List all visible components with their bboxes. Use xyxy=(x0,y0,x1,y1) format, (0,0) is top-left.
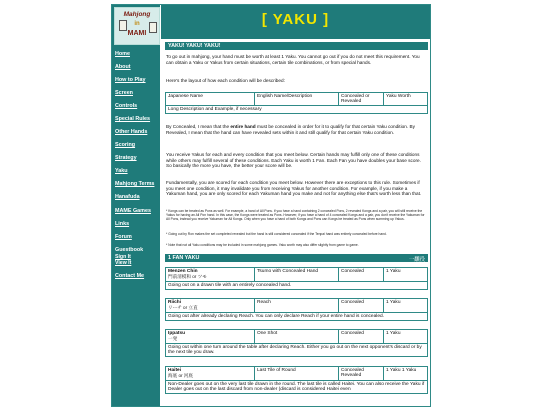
table-row xyxy=(166,344,428,357)
section-title: YAKU! YAKU! YAKU! xyxy=(168,43,221,49)
yaku-concealed-revealed: Concealed Revealed xyxy=(339,367,384,381)
site-logo[interactable] xyxy=(114,7,160,45)
yaku-worth: 1 Yaku xyxy=(384,330,428,344)
footnote-kongs: * Kongs can be treated as Pons as well. For example, a hand of All Pons. If you have a hand containing 2 concealed Pons, 2 revealed Kongs and a pair, you will still receive the Yakus for having an All Pon hand. In this case, the Kongs were treated as Pons. However, if you have a hand of 4 concealed Kongs and a pair, you don't receive the Yakuman for All Pons, instead you receive Yakuman for All Kongs. Only when you have a hand of both Kongs and Pons can Kongs be treated as Pons when summing up Yakus. xyxy=(166,209,425,222)
nav-yaku[interactable]: Yaku xyxy=(115,168,128,174)
nav-mahjong-terms[interactable]: Mahjong Terms xyxy=(115,181,155,187)
nav-screen[interactable]: Screen xyxy=(115,90,133,96)
yaku-worth: 1 Yaku 1 Yaku xyxy=(384,367,428,381)
yaku-description: Going out within one turn around the table after declaring Reach. Either you go out on the next opponent's discard or by the next tile you draw. xyxy=(166,344,428,357)
page-title: [ YAKU ] xyxy=(261,11,330,28)
yaku-table-riichi xyxy=(165,298,428,321)
legend-description: Long Description and Example, if necessary xyxy=(166,106,428,114)
nav-forum[interactable]: Forum xyxy=(115,234,132,240)
legend-concealed-revealed: Concealed or Revealed xyxy=(339,93,384,106)
table-row xyxy=(166,299,428,313)
yaku-english-name: Last Tile of Round xyxy=(255,367,339,381)
yaku-japanese-name: Haitei 海底 or 河底 xyxy=(166,367,255,381)
table-row xyxy=(166,367,428,381)
legend-table xyxy=(165,92,428,114)
nav-guestbook-label: Guestbook xyxy=(115,247,144,253)
yaku-japanese-name: Riichi リーチ or 立直 xyxy=(166,299,255,313)
nav-scoring[interactable]: Scoring xyxy=(115,142,136,148)
nav-home[interactable]: Home xyxy=(115,51,130,57)
nav-other-hands[interactable]: Other Hands xyxy=(115,129,148,135)
yaku-table-ippatsu xyxy=(165,329,428,357)
yaku-concealed-revealed: Concealed xyxy=(339,299,384,313)
section-title-japanese: 一飜役 xyxy=(408,257,425,263)
yaku-worth: 1 Yaku xyxy=(384,299,428,313)
intro-paragraph: To go out in mahjong, your hand must be worth at least 1 Yaku. You cannot go out if you do not meet this requirement. You can obtain a Yaku or Yakus from certain situations, certain tile combinations, or from special hands. xyxy=(166,54,420,65)
table-row xyxy=(166,313,428,321)
logo-text: Mahjong xyxy=(123,11,151,18)
table-row xyxy=(166,330,428,344)
yaku-english-name: Tsumo with Concealed Hand xyxy=(255,268,339,282)
table-row xyxy=(166,268,428,282)
yaku-japanese-name: Menzen Chin 門前清模和 or ツモ xyxy=(166,268,255,282)
yaku-table-haitei xyxy=(165,366,428,394)
yaku-concealed-revealed: Concealed xyxy=(339,268,384,282)
nav-special-rules[interactable]: Special Rules xyxy=(115,116,151,122)
footnote-variants: * Note that not all Yaku conditions may be included in some mahjong games. Yaku worth may also differ slightly from game to game. xyxy=(166,243,359,247)
scoring-exceptions: Fundamentally, you are scored for each condition you meet below. However there are exceptions to this rule. Sometimes if you meet one condition, it may invalidate you from receiving Yakus for another condition. For example, if you make a Yakuman hand, you are only scored for each Yakuman hand you make and not for anything else that's worth less than that. xyxy=(166,180,422,197)
table-row xyxy=(166,282,428,290)
section-title: 1 FAN YAKU xyxy=(168,255,200,261)
legend-japanese-name: Japanese Name xyxy=(166,93,255,106)
table-row xyxy=(166,381,428,394)
yaku-description: Going out after already declaring Reach. You can only declare Reach if your entire hand is concealed. xyxy=(166,313,428,321)
section-header-1-fan xyxy=(165,254,428,262)
nav-strategy[interactable]: Strategy xyxy=(115,155,137,161)
legend-english-name: English Name/Description xyxy=(255,93,339,106)
section-header-intro xyxy=(165,42,428,50)
sidebar xyxy=(112,5,160,406)
yaku-description: Non-Dealer goes out on the very last tile drawn in the round. The last tile is called Haitei. You can also receive the Yaku if Dealer goes out on the last discard from non-dealer (discard is considered Haitei even xyxy=(166,381,428,394)
page-header xyxy=(161,5,430,39)
nav-contact-me[interactable]: Contact Me xyxy=(115,273,145,279)
yaku-english-name: Reach xyxy=(255,299,339,313)
concealed-explanation: By Concealed, I mean that the entire hand must be concealed in order for it to qualify for that certain Yaku condition. By Revealed, I mean that the hand can have revealed sets within it and still qualify for that certain Yaku condition. xyxy=(166,124,415,135)
nav-view-guestbook[interactable]: View It xyxy=(115,260,132,266)
yaku-table-menzen xyxy=(165,267,428,290)
fan-explanation: You receive Yakus for each and every condition that you meet below. Certain hands may fulfill only one of these conditions while others may fulfill several of these conditions. Each Yaku is worth 1 Fan. Each Fan you have doubles your base score. So basically the more you have, the better your score will be. xyxy=(166,152,421,169)
nav-links[interactable]: Links xyxy=(115,221,130,227)
logo-text: in xyxy=(134,21,140,27)
footnote-ron: * Going out by Ron makes the set completed revealed but the hand is still considered concealed if the Tenpai hand was entirely concealed before hand. xyxy=(166,232,387,236)
page-frame xyxy=(111,4,431,407)
yaku-japanese-name: Ippatsu 一発 xyxy=(166,330,255,344)
nav-how-to-play[interactable]: How to Play xyxy=(115,77,146,83)
logo-text: MAMI xyxy=(127,30,147,37)
layout-intro: Here's the layout of how each condition will be described: xyxy=(166,78,285,83)
legend-yaku-worth: Yaku Worth xyxy=(384,93,428,106)
yaku-description: Going out on a drawn tile with an entirely concealed hand. xyxy=(166,282,428,290)
nav-hanafuda[interactable]: Hanafuda xyxy=(115,194,140,200)
yaku-concealed-revealed: Concealed xyxy=(339,330,384,344)
nav-about[interactable]: About xyxy=(115,64,131,70)
nav-controls[interactable]: Controls xyxy=(115,103,138,109)
nav-mame-games[interactable]: MAME Games xyxy=(115,208,151,214)
yaku-worth: 1 Yaku xyxy=(384,268,428,282)
yaku-english-name: One Shot xyxy=(255,330,339,344)
nav-sign-guestbook[interactable]: Sign It xyxy=(115,254,131,260)
